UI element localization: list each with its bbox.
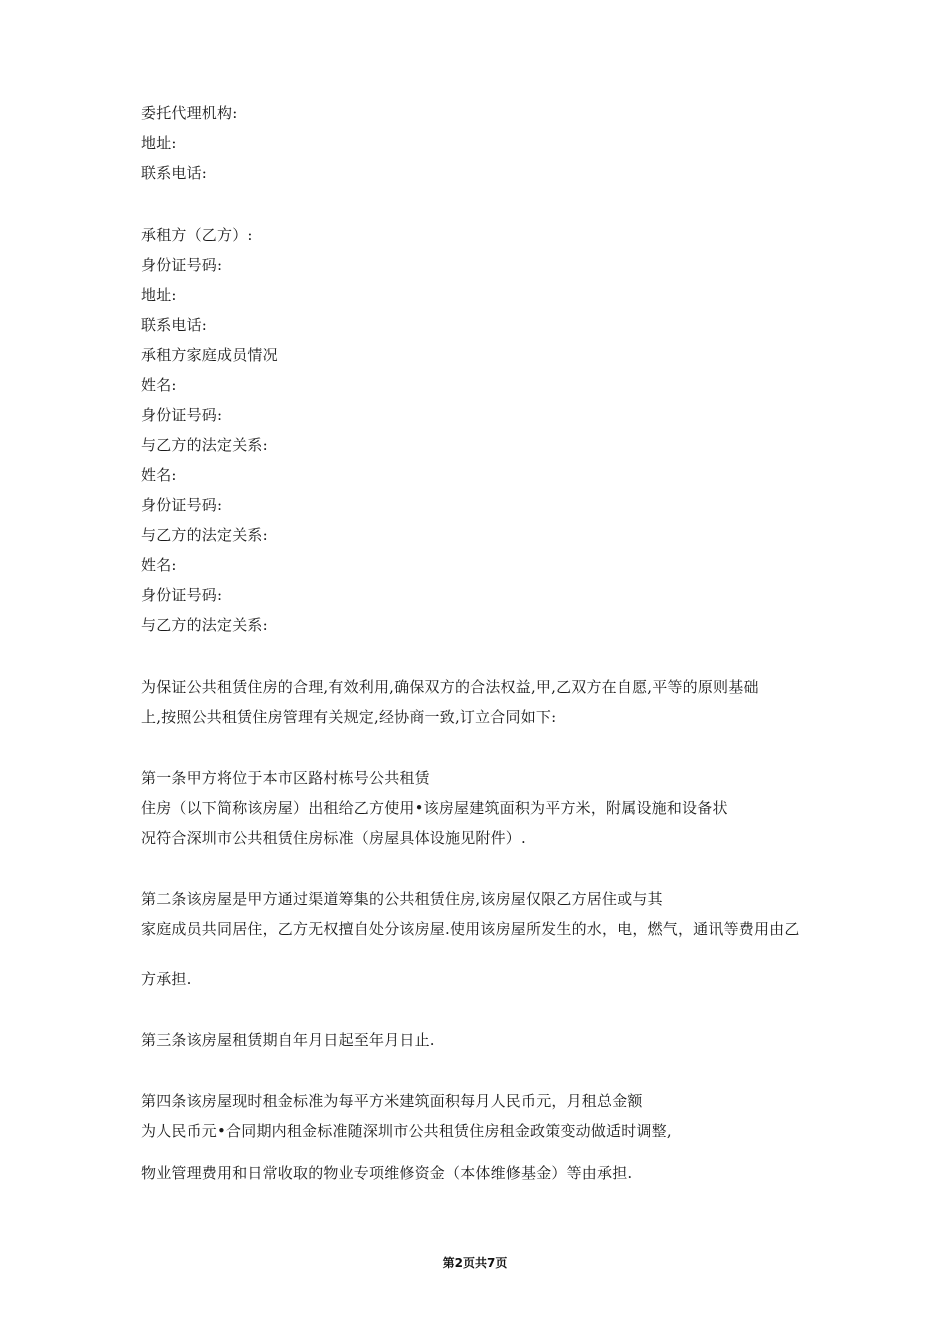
tenant-address-label: 地址: <box>141 286 177 304</box>
family-heading: 承租方家庭成员情况 <box>141 346 278 364</box>
article-2-line-2: 家庭成员共同居住，乙方无权擅自处分该房屋.使用该房屋所发生的水，电，燃气，通讯等费用由乙 <box>141 920 800 938</box>
agent-agency-label: 委托代理机构: <box>141 104 238 122</box>
tenant-id-label: 身份证号码: <box>141 256 223 274</box>
member-3-name-label: 姓名: <box>141 556 177 574</box>
member-3-relation-label: 与乙方的法定关系: <box>141 616 268 634</box>
article-1-line-2: 住房（以下简称该房屋）出租给乙方使用•该房屋建筑面积为平方米，附属设施和设备状 <box>141 799 728 817</box>
article-4-line-1: 第四条该房屋现时租金标准为每平方米建筑面积每月人民币元，月租总金额 <box>141 1092 643 1110</box>
article-2-line-1: 第二条该房屋是甲方通过渠道筹集的公共租赁住房,该房屋仅限乙方居住或与其 <box>141 890 663 908</box>
member-2-name-label: 姓名: <box>141 466 177 484</box>
article-4-line-3: 物业管理费用和日常收取的物业专项维修资金（本体维修基金）等由承担. <box>141 1164 633 1182</box>
page-number: 第2页共7页 <box>442 1256 508 1270</box>
member-3-id-label: 身份证号码: <box>141 586 223 604</box>
member-1-name-label: 姓名: <box>141 376 177 394</box>
preamble-line-1: 为保证公共租赁住房的合理,有效利用,确保双方的合法权益,甲,乙双方在自愿,平等的原则基础 <box>141 678 759 696</box>
tenant-phone-label: 联系电话: <box>141 316 208 334</box>
article-3-line-1: 第三条该房屋租赁期自年月日起至年月日止. <box>141 1031 435 1049</box>
member-2-id-label: 身份证号码: <box>141 496 223 514</box>
preamble-line-2: 上,按照公共租赁住房管理有关规定,经协商一致,订立合同如下: <box>141 708 557 726</box>
agent-address-label: 地址: <box>141 134 177 152</box>
member-1-relation-label: 与乙方的法定关系: <box>141 436 268 454</box>
article-4-line-2: 为人民币元•合同期内租金标准随深圳市公共租赁住房租金政策变动做适时调整, <box>141 1122 672 1140</box>
agent-phone-label: 联系电话: <box>141 164 208 182</box>
article-2-line-3: 方承担. <box>141 970 192 988</box>
article-1-line-3: 况符合深圳市公共租赁住房标准（房屋具体设施见附件）. <box>141 829 526 847</box>
member-1-id-label: 身份证号码: <box>141 406 223 424</box>
article-1-line-1: 第一条甲方将位于本市区路村栋号公共租赁 <box>141 769 430 787</box>
member-2-relation-label: 与乙方的法定关系: <box>141 526 268 544</box>
tenant-title: 承租方（乙方）: <box>141 226 253 244</box>
